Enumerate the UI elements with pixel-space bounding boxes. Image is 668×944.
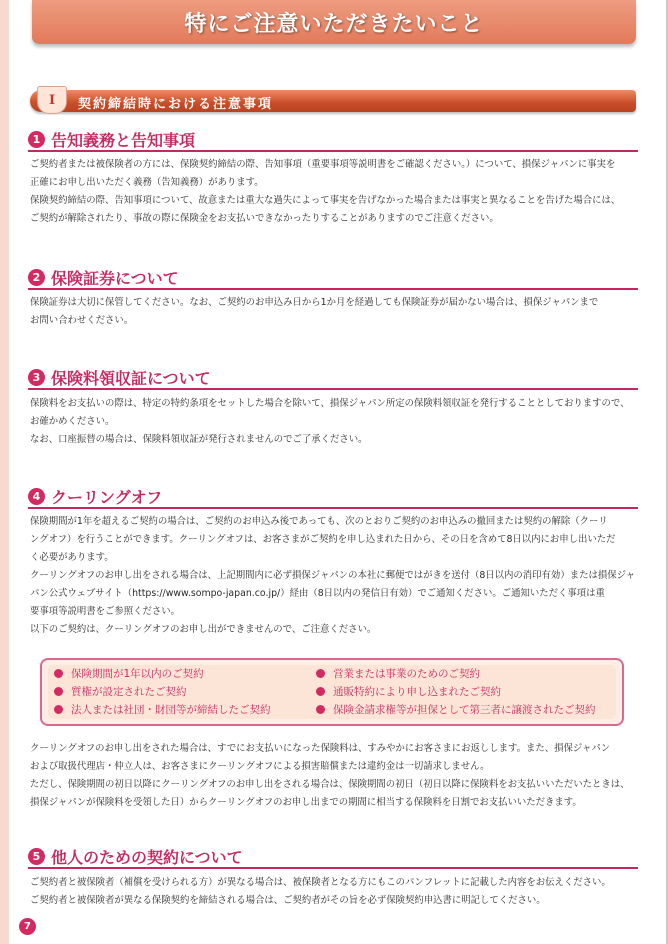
paragraph-line: 保険証券は大切に保管してください。なお、ご契約のお申込み日から1か月を経過しても保険証券が届かない場合は、損保ジャパンまで bbox=[30, 297, 599, 308]
section-2-body bbox=[30, 294, 640, 330]
paragraph-line: なお、口座振替の場合は、保険料領収証が発行されませんのでご了承ください。 bbox=[30, 434, 368, 445]
section-2-heading bbox=[28, 266, 638, 290]
paragraph-line: ご契約者と被保険者が異なる保険契約を締結される場合は、ご契約者がその旨を必ず保険契約申込書に明記してください。 bbox=[30, 895, 546, 906]
section-number-badge: 1 bbox=[28, 131, 45, 148]
bullet-dot-icon bbox=[54, 705, 63, 714]
section-number-badge: 5 bbox=[28, 848, 45, 865]
exclusions-box bbox=[40, 658, 624, 726]
paragraph-line: ただし、保険期間の初日以降にクーリングオフのお申し出をされる場合は、保険期間の初日（初日以降に保険料をお支払いいただいたときは、 bbox=[30, 779, 630, 790]
section-3-heading bbox=[28, 366, 638, 390]
exclusion-item: 質権が設定されたご契約 bbox=[54, 684, 187, 699]
section-1-body bbox=[30, 156, 640, 228]
paragraph-line: ご契約者または被保険者の方には、保険契約締結の際、告知事項（重要事項等説明書をご確認ください。）について、損保ジャパンに事実を bbox=[30, 159, 616, 170]
section-4-body bbox=[30, 513, 640, 639]
paragraph-line: 保険契約締結の際、告知事項について、故意または重大な過失によって事実を告げなかった場合または事実と異なることを告げた場合には、 bbox=[30, 195, 621, 206]
paragraph-line: ご契約が解除されたり、事故の際に保険金をお支払いできなかったりすることがありますのでご注意ください。 bbox=[30, 213, 499, 224]
page-title: 特にご注意いただきたいこと bbox=[184, 11, 484, 37]
roman-numeral-tab: I bbox=[37, 86, 67, 114]
section-title: 告知義務と告知事項 bbox=[51, 130, 196, 150]
paragraph-line: パン公式ウェブサイト（https://www.sompo-japan.co.jp/）経由（8日以内の発信日有効）でご通知ください。ご通知いただく事項は重 bbox=[30, 588, 605, 599]
exclusion-item: 営業または事業のためのご契約 bbox=[316, 666, 480, 681]
section-title: 他人のための契約について bbox=[51, 847, 243, 867]
section-number-badge: 3 bbox=[28, 369, 45, 386]
section-5-heading bbox=[28, 845, 638, 869]
section-4-after-body bbox=[30, 740, 640, 812]
paragraph-line: お問い合わせください。 bbox=[30, 315, 134, 326]
paragraph-line: お確かめください。 bbox=[30, 416, 115, 427]
section-number-badge: 4 bbox=[28, 488, 45, 505]
bullet-dot-icon bbox=[54, 669, 63, 678]
section-title: 保険料領収証について bbox=[51, 368, 211, 388]
exclusion-item: 通販特約により申し込まれたご契約 bbox=[316, 684, 501, 699]
section-number-badge: 2 bbox=[28, 269, 45, 286]
section-4-heading bbox=[28, 485, 638, 509]
section-3-body bbox=[30, 395, 640, 449]
paragraph-line: 保険期間が1年を超えるご契約の場合は、ご契約のお申込み後であっても、次のとおりご契約のお申込みの撤回または契約の解除（クーリ bbox=[30, 516, 608, 527]
paragraph-line: 損保ジャパンが保険料を受領した日）からクーリングオフのお申し出までの期間に相当する保険料を日割でお支払いいただきます。 bbox=[30, 797, 582, 808]
page-number: 7 bbox=[19, 918, 36, 935]
paragraph-line: 保険料をお支払いの際は、特定の特約条項をセットした場合を除いて、損保ジャパン所定の保険料領収証を発行することとしておりますので、 bbox=[30, 398, 630, 409]
subheading-title: 契約締結時における注意事項 bbox=[78, 97, 274, 112]
section-title: 保険証券について bbox=[51, 268, 179, 288]
paragraph-line: クーリングオフのお申し出をされた場合は、すでにお支払いになった保険料は、すみやかにお客さまにお返しします。また、損保ジャパン bbox=[30, 743, 611, 754]
paragraph-line: ご契約者と被保険者（補償を受けられる方）が異なる場合は、被保険者となる方にもこのパンフレットに記載した内容をお伝えください。 bbox=[30, 877, 611, 888]
exclusion-item: 法人または社団・財団等が締結したご契約 bbox=[54, 702, 271, 717]
paragraph-line: クーリングオフのお申し出をされる場合は、上記期間内に必ず損保ジャパンの本社に郵便ではがきを送付（8日以内の消印有効）または損保ジャ bbox=[30, 570, 636, 581]
left-margin-strip bbox=[0, 0, 9, 944]
bullet-dot-icon bbox=[316, 705, 325, 714]
bullet-dot-icon bbox=[54, 687, 63, 696]
section-title: クーリングオフ bbox=[51, 487, 163, 507]
bullet-dot-icon bbox=[316, 669, 325, 678]
section-5-body bbox=[30, 874, 640, 910]
paragraph-line: 要事項等説明書をご参照ください。 bbox=[30, 606, 181, 617]
section-1-heading bbox=[28, 128, 638, 152]
paragraph-line: 正確にお申し出いただく義務（告知義務）があります。 bbox=[30, 177, 264, 188]
paragraph-line: く必要があります。 bbox=[30, 552, 114, 563]
page-banner bbox=[32, 0, 636, 44]
exclusion-item: 保険期間が1年以内のご契約 bbox=[54, 666, 204, 681]
paragraph-line: ングオフ）を行うことができます。クーリングオフは、お客さまがご契約を申し込まれた日から、その日を含めて8日以内にお申し出いただ bbox=[30, 534, 616, 545]
exclusion-item: 保険金請求権等が担保として第三者に譲渡されたご契約 bbox=[316, 702, 596, 717]
paragraph-line: 以下のご契約は、クーリングオフのお申し出ができませんので、ご注意ください。 bbox=[30, 624, 377, 635]
bullet-dot-icon bbox=[316, 687, 325, 696]
paragraph-line: および取扱代理店・仲立人は、お客さまにクーリングオフによる損害賠償または違約金は一切請求しません。 bbox=[30, 761, 490, 772]
